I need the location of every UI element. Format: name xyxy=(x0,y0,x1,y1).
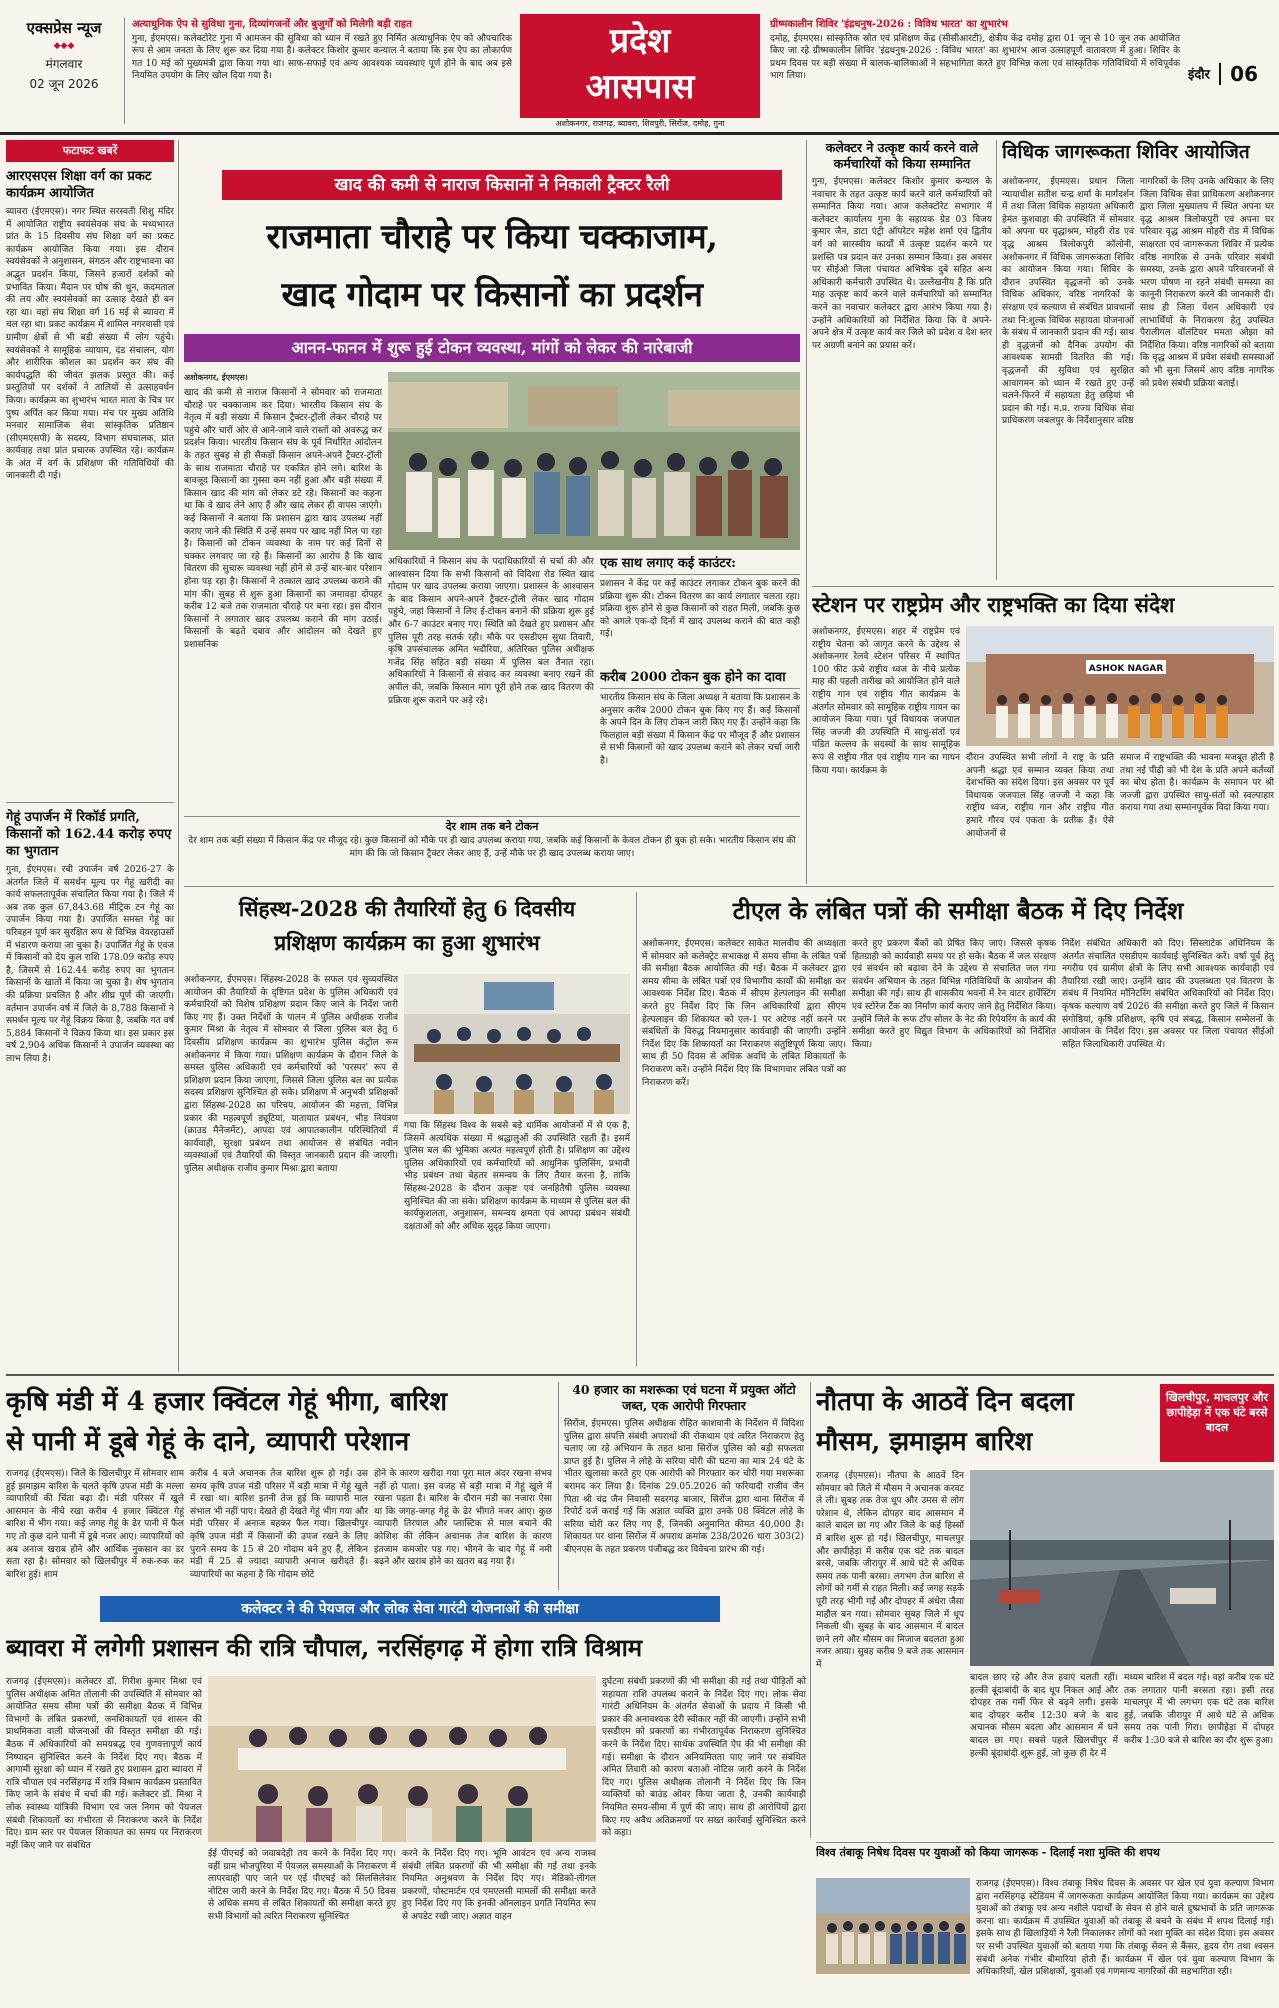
meeting-photo xyxy=(208,1676,596,1842)
tl-story xyxy=(642,892,1274,932)
tl-col1 xyxy=(642,938,846,1364)
tobacco-photo xyxy=(816,1878,970,1974)
chaupal-kicker-bar xyxy=(100,1596,720,1622)
brand-name: एक्सप्रेस न्यूज xyxy=(26,19,102,37)
issue-day: मंगलवार xyxy=(45,57,83,71)
krishi-headline-1: कृषि मंडी में 4 हजार क्विंटल गेहूं भीगा, बारिश xyxy=(6,1387,448,1417)
mashruka-title: 40 हजार का मशरूका एवं घटना में प्रयुक्त ऑटो जब्त, एक आरोपी गिरफ्तार xyxy=(572,1382,796,1413)
section-title-1: प्रदेश xyxy=(609,21,671,61)
brand-block xyxy=(8,18,120,118)
legal-camp-col1 xyxy=(1002,176,1134,580)
krishi-col2 xyxy=(190,1468,368,1586)
simhastha-headline-1: सिंहस्थ-2028 की तैयारियों हेतु 6 दिवसीय xyxy=(238,896,576,921)
chaupal-col3 xyxy=(402,1848,596,2002)
section-title-2: आसपास xyxy=(585,67,695,107)
rain-photo-svg xyxy=(970,1470,1274,1666)
issue-date: 02 जून 2026 xyxy=(29,77,99,91)
station-photo-svg xyxy=(966,626,1274,746)
main-subhead-bar xyxy=(184,334,800,362)
chaupal-col1-text: राजगढ़ (ईएमएस)। कलेक्टर डॉ. गिरीश कुमार मिश्रा एवं पुलिस अधीक्षक अमित तोलानी की उपस्थिति में सोमवार को आयोजित समय सीमा पत्रों की समीक्षा बैठक में विभिन्न विभागों के लंबित प्रकरणों, जनशिकायतों एवं शासन की प्राथमिकता वाली योजनाओं की विस्तृत समीक्षा की गई। बैठक में अधिकारियों को समयबद्ध एवं गुणवत्तापूर्ण कार्य निष्पादन सुनिश्चित करने के निर्देश दिए गए। बैठक में आगामी सुरक्षा को ध्यान में रखते हुए प्रशासन द्वारा ब्यावरा में रात्रि चौपाल एवं नरसिंहगढ़ में रात्रि विश्राम कार्यक्रम प्रस्तावित किए जाने के संबंध में चर्चा की गई। कलेक्टर डॉ. मिश्रा ने लोक स्वास्थ्य यांत्रिकी विभाग एवं जल निगम को पेयजल संबंधी शिकायतों का गंभीरता से निराकरण करने के निर्देश दिए। ग्राम स्तर पर पेयजल शिकायत का समय पर निराकरण नहीं किए जाने पर संबंधित xyxy=(6,1677,202,1851)
legal-camp-col1-text: अशोकनगर, ईएमएस। प्रधान जिला न्यायाधीश सतीश चन्द्र शर्मा के मार्गदर्शन में तथा जिला विधिक सहायता अधिकारी हेमंत कुशवाहा की उपस्थिति में सोमवार को अपना घर वृद्धाश्रम, मोहरी रोड एवं वृद्ध आश्रम त्रिलोकपुरी कॉलोनी, अशोकनगर में विधिक जागरूकता शिविर का आयोजन किया गया। शिविर के दौरान उपस्थित वृद्धजनों को उनके विधिक अधिकार, वरिष्ठ नागरिकों के संरक्षण एवं कल्याण से संबंधित प्रावधानों तथा नि:शुल्क विधिक सहायता योजनाओं के संबंध में जानकारी प्रदान की गई। साथ ही वृद्धजनों को दैनिक उपयोग की आवश्यक सामग्री वितरित की गई। वृद्धजनों की सुविधा एवं सुरक्षित आवागमन को ध्यान में रखते हुए उन्हें चलने-फिरने में सहायता हेतु छड़ियां भी प्रदान की गईं। म.प्र. राज्य विधिक सेवा प्राधिकरण जबलपुर के निर्देशानुसार वरिष्ठ xyxy=(1002,177,1134,427)
farmers-protest-photo-svg xyxy=(388,372,800,550)
fatafat-item2-title: गेहूं उपार्जन में रिकॉर्ड प्रगति, किसानों को 162.44 करोड़ रुपए का भुगतान xyxy=(6,810,172,859)
main-headline xyxy=(184,208,800,332)
tl-col3 xyxy=(1062,938,1274,1364)
main-kicker: खाद की कमी से नाराज किसानों ने निकाली ट्रैक्टर रैली xyxy=(334,175,670,195)
simhastha-col1 xyxy=(184,974,398,1364)
chaupal-col2 xyxy=(208,1848,396,2002)
collector-text: गुना, ईएमएस। कलेक्टर किशोर कुमार कन्याल के नवाचार के तहत उत्कृष्ट कार्य करने वाले कर्मचारियों को सम्मानित किया गया। आज कलेक्टोरेट सभागार में कलेक्टर कार्यालय गुना के सहायक ग्रेड 03 विजय कुमार जैन, डाटा एंट्री ऑपरेटर महेश शर्मा एवं द्वितीय वर्ग को सारस्वीय कार्यों में उत्कृष्ट प्रदर्शन करने पर प्रशस्ति पत्र प्रदान कर उनका सम्मान किया। इस अवसर पर सीईओ जिला पंचायत अभिषेक दुबे सहित अन्य अधिकारी कर्मचारी उपस्थित थे। उल्लेखनीय है कि प्रति माह उत्कृष्ट कार्य करने वाले कर्मचारियों को सम्मानित करने का नवाचार कलेक्टर द्वारा आरंभ किया गया है। उन्होंने अधिकारियों को निर्देशित किया कि वे अपने-अपने क्षेत्र में उत्कृष्ट कार्य कर जिले को प्रदेश व देश स्तर पर अग्रणी बनाने का प्रयास करें। xyxy=(812,177,992,351)
main-box xyxy=(184,816,800,868)
chaupal-col3-text: करने के निर्देश दिए गए। भूमि आवंटन एवं अन्य राजस्व संबंधी लंबित प्रकरणों की भी समीक्षा की गई तथा इनके नियमित अनुश्रवण के निर्देश दिए गए। मेडिको-लीगल प्रकरणों, पोस्टमार्टम एवं एमएलसी मामलों की समीक्षा करते हुए निर्देश दिए गए कि इनकी ऑनलाइन प्रगति नियमित रूप से अपडेट रखी जाए। अज्ञात वाहन xyxy=(402,1849,596,1922)
simhastha-col2 xyxy=(404,1120,630,1364)
training-photo xyxy=(404,974,630,1114)
krishi-headline-2: से पानी में डूबे गेहूं के दाने, व्यापारी परेशान xyxy=(6,1427,410,1457)
legal-camp-col2 xyxy=(1140,176,1274,580)
chaupal-col2-text: ईई पीएचई को जवाबदेही तय करने के निर्देश दिए गए। वहीं ग्राम भोजपुरिया में पेयजल समस्याओं के निराकरण में लापरवाही पाए जाने पर एई पीएचई को सिलसिलेवार नोटिस जारी करने के निर्देश दिए गए। बैठक में 50 दिवस से अधिक समय से लंबित शिकायतों की समीक्षा करते हुए सभी विभागों को त्वरित निराकरण सुनिश्चित xyxy=(208,1849,396,1922)
main-box-text: देर शाम तक बड़ी संख्या में किसान केंद्र पर मौजूद रहे। कुछ किसानों को मौके पर ही खाद उपलब्ध कराया गया, जबकि कई किसानों के केवल टोकन ही बुक हो सके। भारतीय किसान संघ की मांग की कि जो किसान ट्रैक्टर लेकर आए हैं, उन्हें मौके पर ही खाद उपलब्ध कराया जाए। xyxy=(188,836,796,859)
tl-col1-text: अशोकनगर, ईएमएस। कलेक्टर साकेत मालवीय की अध्यक्षता में सोमवार को कलेक्ट्रेट सभाकक्ष में समय सीमा के लंबित पत्रों की समीक्षा बैठक आयोजित की गई। बैठक में कलेक्टर द्वारा समय सीमा के लंबित पत्रों एवं विभागीय कार्यों की समीक्षा कर आवश्यक निर्देश दिए। बैठक में सीएम हेल्पलाइन की समीक्षा करते हुए निर्देश दिए कि जिन अधिकारियों द्वारा सीएम हेल्पलाइन की शिकायत को एल-1 पर अटेण्ड नहीं करने पर संबंधितों के विरुद्ध नियमानुसार कार्यवाही की जाएगी। उन्होंने निर्देश दिए कि शिकायतों का निराकरण संतुष्टिपूर्ण किया जाए। साथ ही 50 दिवस से अधिक अवधि के लंबित शिकायतों के निराकरण करें। उन्होंने निर्देश दिए कि विभागवार लंबित पत्रों का निराकरण करें। xyxy=(642,939,846,1088)
tl-col2-text: करते हुए प्रकरण बैंकों को प्रेषित किए जाएं। जिससे कृषक हितग्राही को कार्यवाही समय पर हो सके। बैठक में जल संरक्षण एवं संवर्धन को बढ़ावा देने के उद्देश्य से संचालित जल गंगा संवर्धन अभियान के तहत विभिन्न गतिविधियों के आयोजन की समीक्षा की गई। साथ ही शासकीय भवनों में रेन वाटर हार्वेस्टिंग एवं स्टोरेज टैंक का निर्माण कार्य कराए जाने हेतु निर्देशित किया। उन्होंने जिले के रूफ टॉप सोलर के नेट की रिपेयरिंग के कार्य की समीक्षा करते हुए विद्युत विभाग के अधिकारियों को निर्देशित किया। xyxy=(852,939,1056,1050)
fatafat-column xyxy=(6,140,174,1372)
main-sidebar2-text: भारतीय किसान संघ के जिला अध्यक्ष ने बताया कि प्रशासन के अनुसार करीब 2000 टोकन बुक किए गए हैं। कई किसानों के अपने दिन के लिए टोकन जारी किए गए हैं। उन्होंने कहा कि फिलहाल बड़ी संख्या में किसान केंद्र पर मौजूद हैं और प्रशासन से सभी किसानों को खाद उपलब्ध कराने को लेकर चर्चा जारी है। xyxy=(600,693,800,766)
fatafat-label: फटाफट खबरें xyxy=(6,140,174,162)
collector-story xyxy=(812,140,992,580)
station-col3-text: समाज में राष्ट्रभक्ति की भावना मजबूत होती है तथा नई पीढ़ी को भी देश के प्रति अपने कर्तव्यों का बोध होता है। कार्यक्रम के समापन पर श्री जज्जी द्वारा उपस्थित साधु-संतों को स्वल्पाहार कराया गया तथा सम्मानपूर्वक विदा किया गया। xyxy=(1120,753,1274,814)
chaupal-headline xyxy=(6,1628,806,1672)
tobacco-title: विश्व तंबाकू निषेध दिवस पर युवाओं को किया जागरूक - दिलाई नशा मुक्ति की शपथ xyxy=(816,1846,1160,1859)
meeting-photo-svg xyxy=(208,1676,596,1842)
nautapa-col1-text: राजगढ़ (ईएमएस)। नौतपा के आठवें दिन सोमवार को जिले में मौसम ने अचानक करवट ले ली। सुबह तक तेज धूप और उमस से लोग परेशान थे, लेकिन दोपहर बाद आसमान में काले बादल छा गए और जिले के कई हिस्सों में बारिश शुरू हो गई। खिलचीपुर, माचलपुर और छापीहेड़ा में करीब एक घंटे तक बादल बरसे, जबकि जीरापुर में आधे घंटे से अधिक समय तक पानी बरसा। लगभग तेज बारिश से लोगों को गर्मी से राहत मिली। कई जगह सड़कें पूरी तरह भीगी गईं और दोपहर में अंधेरा जैसा माहौल बन गया। सोमवार सुबह जिले में धूप निकली थी। सुबह के बाद आसमान में बादल छाने लगे और मौसम का मिजाज बदलता हुआ नजर आया। सुबह करीब 9 बजे तक आसमान में xyxy=(816,1471,964,1670)
krishi-headline xyxy=(6,1382,546,1464)
nautapa-col1 xyxy=(816,1470,964,1836)
teaser-left-title: अत्याधुनिक ऐप से सुविधा गुना, दिव्यांगजनों और बुजुर्गों को मिलेगी बड़ी राहत xyxy=(132,19,412,30)
krishi-col1 xyxy=(6,1468,184,1586)
farmers-protest-photo xyxy=(388,372,800,550)
nautapa-headline xyxy=(816,1382,1156,1466)
main-sidebar1-title: एक साथ लगाए कई काउंटर: xyxy=(600,556,800,575)
main-box-title: देर शाम तक बने टोकन xyxy=(445,820,539,833)
nautapa-red-box-text: खिलचीपुर, माचलपुर और छापीहेड़ा में एक घंटे बरसे बादल xyxy=(1165,1391,1269,1434)
chaupal-col4-text: दुर्घटना संबंधी प्रकरणों की भी समीक्षा की गई तथा पीड़ितों को सहायता राशि उपलब्ध कराने के निर्देश दिए गए। लोक सेवा गारंटी अधिनियम के अंतर्गत सेवाओं के प्रदाय में किसी भी प्रकार की अनावश्यक देरी स्वीकार नहीं की जाएगी। उन्होंने सभी एसडीएम को प्रकरणों का गंभीरतापूर्वक निराकरण सुनिश्चित करने के निर्देश दिए। सार्थक उपस्थिति ऐप की भी समीक्षा की गई। समीक्षा के दौरान अनियमितता पाए जाने पर संबंधित अमित तिवारी को कारण बताओ नोटिस जारी करने के निर्देश दिए गए। पुलिस अधीक्षक तोलानी ने निर्देश दिए कि जिन व्यक्तियों को बाउंड ओवर किया जाता है, उनकी कार्यवाही नियमित समय-सीमा में पूर्ण की जाए। साथ ही आरोपियों द्वारा किए गए अवैध अतिक्रमणों पर सख्त कार्रवाई सुनिश्चित करने को कहा। xyxy=(602,1677,806,1839)
krishi-col3 xyxy=(374,1468,552,1586)
nautapa-red-box xyxy=(1160,1384,1274,1462)
station-col2-text: दौरान उपस्थित सभी लोगों ने राष्ट्र के प्रति अपनी श्रद्धा एवं सम्मान व्यक्त किया तथा देशभक्ति का संदेश दिया। इस अवसर पर पूर्व विधायक जजपाल सिंह जज्जी ने कहा कि राष्ट्रीय ध्वज, राष्ट्रीय गान और राष्ट्रीय गीत हमारे गौरव एवं एकता के प्रतीक हैं। ऐसे आयोजनों से xyxy=(966,753,1114,839)
simhastha-headline-2: प्रशिक्षण कार्यक्रम का हुआ शुभारंभ xyxy=(274,930,540,955)
page-city: इंदौर xyxy=(1188,67,1210,83)
page-number: 06 xyxy=(1230,62,1259,86)
section-banner xyxy=(520,14,760,118)
teaser-left xyxy=(132,18,512,124)
main-sidebar xyxy=(600,556,800,812)
station-col1-text: अशोकनगर, ईएमएस। शहर में राष्ट्रप्रेम एवं राष्ट्रीय चेतना को जागृत करने के उद्देश्य से अशोकनगर रेलवे स्टेशन परिसर में स्थापित 100 फीट ऊंचे राष्ट्रीय ध्वज के नीचे प्रत्येक माह की पहली तारीख को आयोजित होने वाले राष्ट्रीय गान एवं राष्ट्रीय गीत कार्यक्रम के अंतर्गत सोमवार को सामूहिक राष्ट्रीय गायन का आयोजन किया गया। पूर्व विधायक जजपाल सिंह जज्जी की उपस्थिति में साधु-संतों एवं पंडित कल्लव के सदस्यों के साथ सामूहिक रूप से राष्ट्रीय गीत एवं राष्ट्रीय गान का गायन किया गया। कार्यक्रम के xyxy=(812,627,960,776)
simhastha-headline xyxy=(184,892,630,968)
main-subhead: आनन-फानन में शुरू हुई टोकन व्यवस्था, मांगों को लेकर की नारेबाजी xyxy=(291,338,693,357)
main-sidebar1-text: प्रशासन ने केंद्र पर कई काउंटर लगाकर टोकन बुक करने की प्रक्रिया शुरू की। टोकन वितरण का कार्य लगातार चलता रहा। प्रक्रिया शुरू होने से कुछ किसानों को राहत मिली, जबकि कुछ को अगले एक-दो दिनों में खाद उपलब्ध कराने की बात कही गई। xyxy=(600,579,800,640)
chaupal-col1 xyxy=(6,1676,202,2002)
main-kicker-bar xyxy=(222,170,782,200)
fatafat-item2-text: गुना, ईएमएस। रबी उपार्जन वर्ष 2026-27 के अंतर्गत जिले में समर्थन मूल्य पर गेहूं खरीदी का कार्य सफलतापूर्वक संचालित किया गया है। जिले में अब तक कुल 67,843.68 मीट्रिक टन गेहूं का उपार्जन किया गया है। उपार्जित समस्त गेहूं का परिवहन पूर्ण कर सुरक्षित रूप से विभिन्न वेयरहाउसों में भंडारण कराया जा चुका है। उपार्जित गेहूं के एवज में किसानों को देय कुल राशि 178.09 करोड़ रुपए है, जिसमें से 162.44 करोड़ रुपए का भुगतान किसानों के खातों में किया जा चुका है। शेष भुगतान की प्रक्रिया प्रचलित है और शीघ्र पूर्ण की जाएगी। वर्तमान उपार्जन वर्ष में जिले के 8,788 किसानों ने समर्थन मूल्य पर गेहूं विक्रय किया है, जबकि गत वर्ष 5,884 किसानों ने विक्रय किया था। इस प्रकार इस वर्ष 2,904 अधिक किसानों ने उपार्जन व्यवस्था का लाभ लिया है। xyxy=(6,865,174,1064)
krishi-col1-text: राजगढ़ (ईएमएस)। जिले के खिलचीपुर में सोमवार शाम हुई झमाझम बारिश के चलते कृषि उपज मंडी के मल्ला व्यापारियों की चिंता बढ़ा दी। मंडी परिसर में खुले आसमान के नीचे रखा करीब 4 हजार क्विंटल गेहूं बारिश में भीग गया। कई जगह गेहूं के ढेर पानी में फैल गए तो कुछ दाने पानी में डूबे नजर आए। व्यापारियों को अब अनाज खराब होने और आर्थिक नुकसान का डर सता रहा है। सोमवार को खिलचीपुर में रुक-रुक कर बारिश हुई। शाम xyxy=(6,1469,184,1580)
krishi-col3-text: होने के कारण खरीदा गया पूरा माल अंदर रखना संभव नहीं हो पाता। इस वजह से बड़ी मात्रा में गेहूं खुले में रखना पड़ता है। बारिश के दौरान मंडी का नजारा ऐसा था कि जगह-जगह गेहूं के ढेर भीगते नजर आए। कुछ व्यापारी तिरपाल और प्लास्टिक से माल बचाने की कोशिश की लेकिन अचानक तेज बारिश के कारण इंतजाम कमजोर पड़ गए। भीगने के बाद गेहूं में नमी बढ़ने और खराब होने का खतरा बढ़ गया है। xyxy=(374,1469,552,1568)
nautapa-headline-1: नौतपा के आठवें दिन बदला xyxy=(816,1387,1074,1417)
simhastha-col2-text: गया कि सिंहस्थ विश्व के सबसे बड़े धार्मिक आयोजनों में से एक है, जिसमें अत्यधिक संख्या में श्रद्धालुओं की उपस्थिति रहती है। इसमें पुलिस बल की भूमिका अत्यंत महत्वपूर्ण होती है। प्रशिक्षण का उद्देश्य पुलिस अधिकारियों एवं कर्मचारियों को आधुनिक पुलिसिंग, प्रभावी भीड़ प्रबंधन तथा बेहतर समन्वय के लिए तैयार करना है, ताकि सिंहस्थ-2028 के दौरान उत्कृष्ट एवं जनहितैषी पुलिस व्यवस्था सुनिश्चित की जा सके। प्रशिक्षण कार्यक्रम के माध्यम से पुलिस बल की कार्यकुशलता, अनुशासन, समन्वय क्षमता एवं आपदा प्रबंधन संबंधी दक्षताओं को और अधिक सुदृढ़ किया जाएगा। xyxy=(404,1121,630,1232)
station-col2 xyxy=(966,752,1114,882)
station-photo xyxy=(966,626,1274,746)
nautapa-col2-text: बादल छाए रहे और तेज हवाएं चलती रहीं। हल्की बूंदाबांदी के बाद धूप निकल आई और दोपहर तक गर्मी फिर से बढ़ने लगी। इसके बाद दोपहर करीब 12:30 बजे के बाद अचानक मौसम बदला और आसमान में घने बादल छा गए। सबसे पहले खिलचीपुर में हल्की बूंदाबांदी शुरू हुई, जो कुछ ही देर में xyxy=(970,1673,1118,1759)
teaser-right-text: दमोह, ईएमएस। सांस्कृतिक स्रोत एवं प्रशिक्षण केंद्र (सीसीआरटी), क्षेत्रीय केंद्र दमोह द्वारा 01 जून से 10 जून तक आयोजित किए जा रहे ग्रीष्मकालीन शिविर 'इंद्रधनुष-2026 : विविध भारत' का शुभारंभ आज उत्साहपूर्ण वातावरण में हुआ। शिविर के प्रथम दिवस पर बड़ी संख्या में बालक-बालिकाओं ने सहभागिता करते हुए विभिन्न कला एवं सांस्कृतिक गतिविधियों में रुचिपूर्वक भाग लिया। xyxy=(770,34,1180,82)
simhastha-col1-text: अशोकनगर, ईएमएस। सिंहस्थ-2028 के सफल एवं सुव्यवस्थित आयोजन की तैयारियों के दृष्टिगत प्रदेश के पुलिस अधिकारी एवं कर्मचारियों को विशेष प्रशिक्षण प्रदान किए जाने के निर्देश जारी किए गए हैं। उक्त निर्देशों के पालन में पुलिस अधीक्षक राजीव कुमार मिश्रा के नेतृत्व में सोमवार से जिला पुलिस बल हेतु 6 दिवसीय प्रशिक्षण कार्यक्रम का शुभारंभ पुलिस कंट्रोल रूम अशोकनगर में किया गया। प्रशिक्षण कार्यक्रम के दौरान जिले के समस्त पुलिस अधिकारी एवं कर्मचारियों को 'परस्पर' रूप से प्रशिक्षण प्रदान किया जाएगा, जिससे जिला पुलिस बल का प्रत्येक सदस्य प्रशिक्षण सुनिश्चित हो सके। प्रशिक्षण में अनुभवी प्रशिक्षकों द्वारा सिंहस्थ-2028 का परिचय, आयोजन की महत्ता, विभिन्न प्रकार की महत्वपूर्ण ड्यूटियां, यातायात प्रबंधन, भीड़ नियंत्रण (क्राउड मैनेजमेंट), आपदा एवं आपातकालीन परिस्थितियों में कार्यवाही, सुरक्षा प्रबंधन तथा आयोजन से संबंधित नवीन व्यवस्थाओं एवं तैयारियों की विस्तृत जानकारी प्रदान की जाएगी। पुलिस अधीक्षक राजीव कुमार मिश्रा द्वारा बताया xyxy=(184,975,398,1174)
main-dateline: अशोकनगर, ईएमएस। xyxy=(184,373,248,382)
main-col1 xyxy=(184,372,382,812)
training-photo-svg xyxy=(404,974,630,1114)
main-headline-1: राजमाता चौराहे पर किया चक्काजाम, xyxy=(266,217,718,257)
chaupal-title: ब्यावरा में लगेगी प्रशासन की रात्रि चौपाल, नरसिंहगढ़ में होगा रात्रि विश्राम xyxy=(6,1633,643,1662)
brand-ornament: ◆◆◆ xyxy=(53,41,75,51)
teaser-left-text: गुना, ईएमएस। कलेक्टोरेट गुना में आमजन की सुविधा को ध्यान में रखते हुए निर्मित अत्याधुनिक ऐप को औपचारिक रूप से आम जनता के लिए शुरू कर दिया गया है। कलेक्टर किशोर कुमार कन्याल ने बताया कि इस ऐप का लोकार्पण गत 10 मई को मुख्यमंत्री द्वारा किया गया था। साफ-सफाई एवं अन्य आवश्यक व्यवस्थाएं पूर्ण होने के बाद अब इसे नियमित उपयोग के लिए खोल दिया गया है। xyxy=(132,34,512,82)
chaupal-kicker: कलेक्टर ने की पेयजल और लोक सेवा गारंटी योजनाओं की समीक्षा xyxy=(241,1601,579,1617)
nautapa-col3-text: मध्यम बारिश में बदल गई। वहां करीब एक घंटे तक लगातार पानी बरसता रहा। इसी तरह माचलपुर में भी लगभग एक घंटे तक बारिश हुई, जबकि जीरापुर में आधे घंटे से अधिक समय तक पानी गिरा। छापीहेड़ा में दोपहर करीब 1:30 बजे से बारिश का दौर शुरू हुआ। xyxy=(1124,1673,1274,1746)
legal-camp-col2-text: नागरिकों के लिए उनके अधिकार के लिए जिला विधिक सेवा प्राधिकरण अशोकनगर द्वारा जिला मुख्यालय में स्थित अपना घर वृद्ध आश्रम त्रिलोकपुरी एवं अपना घर परिवार वृद्ध आश्रम मोहरी रोड में विधिक साक्षरता एवं जागरूकता शिविर में प्रत्येक वरिष्ठ नागरिक से उनके परिवार संबंधी समस्या, उनके द्वारा अपने परिवारजनों से भरण पोषण ना रहने संबंधी समस्या का कानूनी निराकरण करने की जानकारी दी। साथ ही जिला पेंशन अधिकारी एवं लाभार्थियों के निराकरण हेतु उपस्थित पैरालीगल वॉलंटियर ममता ओझा को निर्देशित किया। वरिष्ठ नागरिकों को बताया कि वृद्ध आश्रम में प्रवेश संबंधी समस्याओं को भी सुना जिसमें आए वरिष्ठ नागरिक को प्रवेश संबंधी प्रक्रिया बताई। xyxy=(1140,177,1274,389)
station-col1 xyxy=(812,626,960,882)
main-headline-2: खाद गोदाम पर किसानों का प्रदर्शन xyxy=(281,275,703,315)
station-title: स्टेशन पर राष्ट्रप्रेम और राष्ट्रभक्ति का दिया संदेश xyxy=(812,592,1175,617)
nautapa-col2 xyxy=(970,1672,1118,1836)
krishi-col2-text: करीब 4 बजे अचानक तेज बारिश शुरू हो गई। उस समय कृषि उपज मंडी परिसर में बड़ी मात्रा में गेहूं खुले में रखा था। बारिश इतनी तेज हुई कि व्यापारी माल संभाल भी नहीं पाए। देखते ही देखते गेहूं भीग गया और मंडी परिसर में अनाज बहकर फैल गया। खिलचीपुर कृषि उपज मंडी में किसानों की उपज रखने के लिए पुराने समय के 15 से 20 गोदाम बने हुए हैं, लेकिन मंडी में 25 से ज्यादा व्यापारी अनाज खरीदते हैं। व्यापारियों का कहना है कि गोदाम छोटे xyxy=(190,1469,368,1580)
districts-strip xyxy=(520,118,760,130)
main-sidebar2-title: करीब 2000 टोकन बुक होने का दावा xyxy=(600,670,800,689)
tl-col3-text: निर्देश संबंधित अधिकारी को दिए। सिस्लाटेक अधिनियम के अंतर्गत संचालित एसडीएम कार्यवाई सुनिश्चित करें। वर्षा पूर्व हेतु नगरीय एवं ग्रामीण क्षेत्रों के लिए सभी आवश्यक कार्यवाही एवं तैयारियां रखी जाएं। उन्होंने खाद की उपलब्धता एवं वितरण के संबंध में नियमित मॉनिटरिंग संबंधित अधिकारियों को निर्देश दिए। कृषक कल्याण वर्ष 2026 की समीक्षा करते हुए जिले में किसान संगोष्ठियां, कृषि प्रशिक्षण, कृषि एवं संबद्ध, किसान सम्मेलनों के आयोजन के निर्देश दिए। इस अवसर पर जिला पंचायत सीईओ सहित जिलाधिकारी उपस्थित थे। xyxy=(1062,939,1274,1050)
teaser-right-title: ग्रीष्मकालीन शिविर 'इंद्रधनुष-2026 : विविध भारत' का शुभारंभ xyxy=(770,19,1008,30)
tobacco-photo-svg xyxy=(816,1878,970,1974)
fatafat-item1-text: ब्यावरा (ईएमएस)। नगर स्थित सरस्वती शिशु मंदिर में आयोजित राष्ट्रीय स्वयंसेवक संघ के मध्यभारत प्रांत के 15 दिवसीय संघ शिक्षा वर्ग का प्रकट कार्यक्रम आयोजित किया गया। इस दौरान स्वयंसेवकों ने अनुशासन, संगठन और राष्ट्रभावना का अद्भुत प्रदर्शन किया, जिसने हजारों दर्शकों को प्रभावित किया। मैदान पर घोष की धुन, कदमताल की लय और स्वयंसेवकों का उत्साह देखते ही बन रहा था। वहां संघ शिक्षा वर्ग 16 मई से ब्यावरा में चल रहा था। प्रकट कार्यक्रम में शामिल नगरवासी एवं ग्रामीण क्षेत्रों से भी बड़ी संख्या में लोग पहुंचे। स्वयंसेवकों ने सामूहिक व्यायाम, दंड संचालन, योग और शारीरिक कौशल का प्रदर्शन कर संघ की कार्यपद्धति की जीवंत झलक प्रस्तुत की। कई प्रस्तुतियों पर दर्शकों ने तालियों से उत्साहवर्धन किया। कार्यक्रम का शुभारंभ भारत माता के चित्र पर पुष्प अर्पित कर किया गया। मंच पर मुख्य अतिथि मनवार सामाजिक सेवा सांस्कृतिक प्रतिष्ठान (सीएमएसपी) के सदस्य, विभाग संघचालक, प्रांत कार्यवाह तथा प्रांत प्रचारक उपस्थित रहे। कार्यक्रम के अंत में वर्ग के प्रशिक्षण की गतिविधियों की जानकारी दी गई। xyxy=(6,207,174,482)
main-col2-text: अधिकारियों ने किसान संघ के पदाधिकारियों से चर्चा की और आश्वासन दिया कि सभी किसानों को विदिशा रोड स्थित खाद गोदाम पर खाद उपलब्ध कराया जाएगा। प्रशासन के आश्वासन के बाद किसान अपने-अपने ट्रैक्टर-ट्रॉली लेकर खाद गोदाम पहुंचे, जहां किसानों ने लिए ई-टोकन बनाने की प्रक्रिया शुरू हुई और 6-7 काउंटर बनाए गए। स्थिति को देखते हुए प्रशासन और पुलिस पूरी तरह सतर्क रही। मौके पर एसडीएम सुधा तिवारी, कृषि उपसंचालक अमित भदौरिया, अतिरिक्त पुलिस अधीक्षक गजेंद्र सिंह सहित बड़ी संख्या में पुलिस बल तैनात रहा। अधिकारियों ने किसानों से संवाद कर व्यवस्था बनाए रखने की अपील की, जबकि किसान मांग पूरी होने तक खाद वितरण की प्रक्रिया शुरू कराने पर अड़े रहे। xyxy=(388,557,594,706)
station-col3 xyxy=(1120,752,1274,882)
chaupal-col4 xyxy=(602,1676,806,2002)
main-col2 xyxy=(388,556,594,812)
nautapa-col3 xyxy=(1124,1672,1274,1836)
nautapa-headline-2: मौसम, झमाझम बारिश xyxy=(816,1427,1033,1457)
page-meta xyxy=(1188,62,1274,102)
main-col1-text: खाद की कमी से नाराज किसानों ने सोमवार को राजमाता चौराहे पर चक्काजाम कर दिया। भारतीय किसान संघ के नेतृत्व में बड़ी संख्या में किसान ट्रैक्टर-ट्रॉली लेकर चौराहे पर पहुंचे और चारों ओर से आने-जाने वाले रास्तों को अवरुद्ध कर प्रदर्शन किया। भारतीय किसान संघ के पूर्व निर्धारित आंदोलन के तहत सुबह से ही सैकड़ों किसान अपने-अपने ट्रैक्टर-ट्रॉली के साथ राजमाता चौराहे पर एकत्रित होने लगे। बारिश के बावजूद किसानों का गुस्सा कम नहीं हुआ और बड़ी संख्या में किसान खाद की मांग को लेकर डटे रहे। किसानों का कहना था कि वे खाद लेने आए हैं और खाद लेकर ही वापस जाएंगे। कई किसानों ने बताया कि प्रशासन द्वारा खाद उपलब्ध नहीं कराए जाने की स्थिति में उन्हें समय पर खाद नहीं मिल पा रहा है। किसानों को टोकन व्यवस्था के नाम पर कई दिनों से चक्कर लगवाए जा रहे हैं। किसानों का आरोप है कि खाद वितरण की सुचारू व्यवस्था नहीं होने से उन्हें बार-बार परेशान होना पड़ रहा है। किसानों ने तत्काल खाद उपलब्ध कराने की मांग की। सुबह से शुरू हुआ किसानों का जमावड़ा दोपहर करीब 12 बजे तक राजमाता चौराहे पर बना रहा। इस दौरान किसानों ने लगातार खाद उपलब्ध कराने की मांग उठाई। किसानों के बढ़ते दबाव और आंदोलन को देखते हुए प्रशासनिक xyxy=(184,388,382,650)
tobacco-text-block xyxy=(976,1878,1274,2002)
mashruka-text: सिरोंज, ईएमएस। पुलिस अधीक्षक रोहित काशवानी के निर्देशन में विदिशा पुलिस द्वारा संपत्ति संबंधी अपराधों की रोकथाम एवं त्वरित निराकरण हेतु चलाए जा रहे अभियान के तहत थाना सिरोंज पुलिस को बड़ी सफलता प्राप्त हुई है। पुलिस ने लोहे के सरिया चोरी की घटना का मात्र 24 घंटे के भीतर खुलासा करते हुए एक आरोपी को गिरफ्तार कर चोरी गया मशरूका बरामद कर लिया है। दिनांक 29.05.2026 को फरियादी राजीव जैन पिता श्री चंद्र जैन निवासी सदरगढ़ बाजार, सिरोंज द्वारा थाना सिरोंज में रिपोर्ट दर्ज कराई गई कि अज्ञात व्यक्ति द्वारा उनके 08 क्विंटल लोहे के सरिया चोरी कर लिए गए हैं, जिनकी अनुमानित कीमत 40,000 है। शिकायत पर थाना सिरोंज में अपराध क्रमांक 238/2026 धारा 303(2) बीएनएस के तहत प्रकरण पंजीबद्ध कर विवेचना प्रारंभ की गई। xyxy=(564,1419,804,1555)
collector-title: कलेक्टर ने उत्कृष्ट कार्य करने वाले कर्मचारियों को किया सम्मानित xyxy=(825,140,979,171)
tl-title: टीएल के लंबित पत्रों की समीक्षा बैठक में दिए निर्देश xyxy=(732,896,1184,925)
tl-col2 xyxy=(852,938,1056,1364)
mashruka-story xyxy=(564,1382,804,1590)
rain-photo xyxy=(970,1470,1274,1666)
legal-camp-title: विधिक जागरूकता शिविर आयोजित xyxy=(1002,141,1250,163)
tobacco-text: राजगढ़ (ईएमएस)। विश्व तंबाकू निषेध दिवस के अवसर पर खेल एवं युवा कल्याण विभाग द्वारा नरसिंहगढ़ स्टेडियम में जागरूकता कार्यक्रम आयोजित किया गया। कार्यक्रम का उद्देश्य युवाओं को तंबाकू एवं अन्य नशीले पदार्थों के सेवन से होने वाले दुष्प्रभावों के प्रति जागरूक करना था। कार्यक्रम में उपस्थित युवाओं को तंबाकू से बचने के संबंध में शपथ दिलाई गई। इसके साथ ही खिलाड़ियों ने रैली निकालकर लोगों को नशा मुक्ति का संदेश दिया। इस अवसर पर सभी उपस्थित युवाओं को बताया गया कि तंबाकू सेवन से कैंसर, हृदय रोग तथा श्वसन संबंधी अनेक गंभीर बीमारियां होती हैं। कार्यक्रम में खेल एवं युवा कल्याण विभाग के अधिकारियों, खेल प्रशिक्षकों, युवाओं एवं गणमान्य नागरिकों की सहभागिता रही। xyxy=(976,1879,1274,1978)
station-sign: ASHOK NAGAR xyxy=(1088,664,1164,674)
districts-line: अशोकनगर, राजगढ़, ब्यावरा, शिवपुरी, सिरोंज, दमोह, गुना xyxy=(555,119,725,128)
masthead xyxy=(0,0,1279,130)
teaser-right xyxy=(770,18,1180,124)
fatafat-item1-title: आरएसएस शिक्षा वर्ग का प्रकट कार्यक्रम आयोजित xyxy=(6,169,152,201)
